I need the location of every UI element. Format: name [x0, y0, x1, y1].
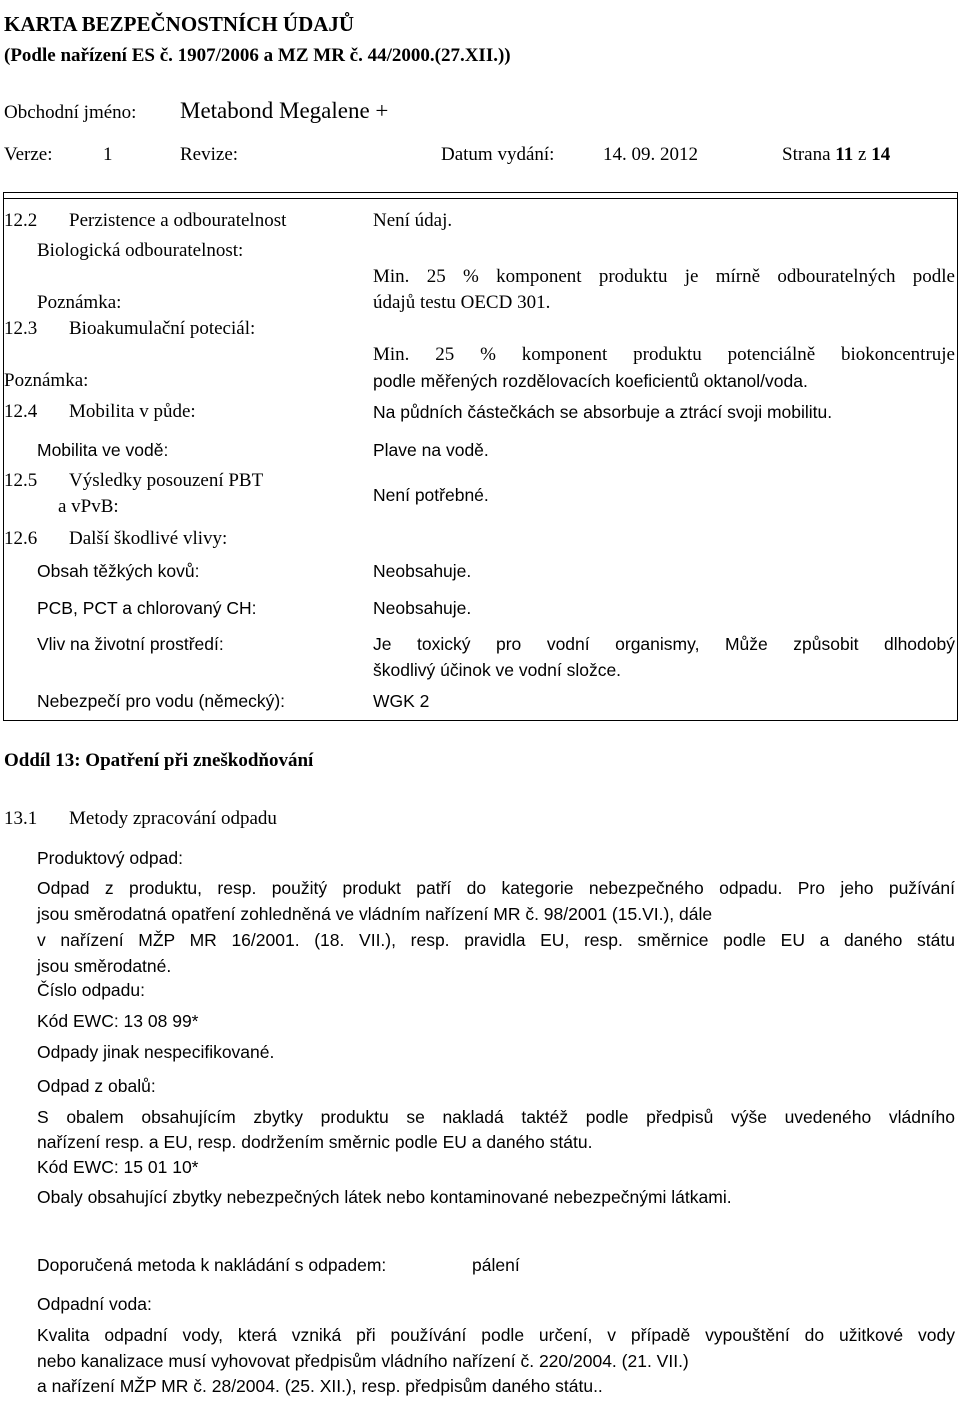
version-label: Verze: — [4, 144, 53, 165]
section-12-2-label: Perzistence a odbouratelnost — [69, 210, 287, 231]
bioaccumulation-note-line2: podle měřených rozdělovacích koeficientů oktanol/voda. — [373, 371, 808, 391]
trade-name-label: Obchodní jméno: — [4, 102, 137, 123]
packaging-waste-label: Odpad z obalů: — [37, 1076, 156, 1096]
recommended-method-label: Doporučená metoda k nakládání s odpadem: — [37, 1255, 387, 1275]
section-13-1-number: 13.1 — [4, 808, 38, 829]
product-waste-line1: Odpad z produktu, resp. použitý produkt patří do kategorie nebezpečného odpadu. Pro jeho pužívání — [37, 878, 955, 898]
regulation-reference: (Podle nařízení ES č. 1907/2006 a MZ MR č. 44/2000.(27.XII.)) — [4, 45, 511, 66]
page-label: Strana — [782, 144, 831, 165]
page-separator: z — [858, 144, 867, 165]
box-right-border — [957, 192, 958, 721]
section-13-1-label: Metody zpracování odpadu — [69, 808, 277, 829]
packaging-waste-line2: nařízení resp. a EU, resp. dodržením směrnic podle EU a daného státu. — [37, 1132, 593, 1152]
section-12-4-label: Mobilita v půde: — [69, 401, 196, 422]
water-mobility-value: Plave na vodě. — [373, 440, 489, 460]
revision-label: Revize: — [180, 144, 239, 165]
product-waste-line4: jsou směrodatné. — [37, 956, 172, 976]
environment-impact-line2: škodlivý účinok ve vodní složce. — [373, 660, 622, 680]
section-12-2-number: 12.2 — [4, 210, 38, 231]
product-waste-label: Produktový odpad: — [37, 848, 183, 868]
section-12-5-label-line1: Výsledky posouzení PBT — [69, 470, 264, 491]
water-mobility-label: Mobilita ve vodě: — [37, 440, 169, 460]
wastewater-label: Odpadní voda: — [37, 1294, 152, 1314]
environment-impact-line1: Je toxický pro vodní organismy, Může způsobit dlhodobý — [373, 634, 955, 654]
section-12-2-value: Není údaj. — [373, 210, 453, 231]
section-12-4-number: 12.4 — [4, 401, 38, 422]
section-12-4-value: Na půdních částečkách se absorbuje a ztrácí svoji mobilitu. — [373, 402, 833, 422]
page-total: 14 — [871, 144, 891, 165]
section-13-heading: Oddíl 13: Opatření při zneškodňování — [4, 750, 314, 771]
pcb-label: PCB, PCT a chlorovaný CH: — [37, 598, 257, 618]
recommended-method-value: pálení — [472, 1255, 520, 1275]
pcb-value: Neobsahuje. — [373, 598, 472, 618]
ewc-description-1: Odpady jinak nespecifikované. — [37, 1042, 275, 1062]
version-value: 1 — [103, 144, 113, 165]
biodegradability-note-line2: údajů testu OECD 301. — [373, 292, 551, 313]
section-12-5-number: 12.5 — [4, 470, 38, 491]
product-waste-line3: v nařízení MŽP MR 16/2001. (18. VII.), resp. pravidla EU, resp. směrnice podle EU a daného státu — [37, 930, 955, 950]
biodegradability-note-line1: Min. 25 % komponent produktu je mírně odbouratelných podle — [373, 266, 955, 287]
wastewater-line1: Kvalita odpadní vody, která vzniká při používání podle určení, v případě vypouštění do užitkové vody — [37, 1325, 955, 1345]
section-12-3-label: Bioakumulační poteciál: — [69, 318, 256, 339]
box-top-border-inner — [3, 198, 958, 199]
ewc-code-2: Kód EWC: 15 01 10* — [37, 1157, 199, 1177]
issue-date-value: 14. 09. 2012 — [603, 144, 698, 165]
heavy-metals-value: Neobsahuje. — [373, 561, 472, 581]
wastewater-line3: a nařízení MŽP MR č. 28/2004. (25. XII.), resp. předpisům daného státu.. — [37, 1376, 603, 1396]
product-waste-line2: jsou směrodatná opatření zohledněná ve vládním nařízení MR č. 98/2001 (15.VI.), dále — [37, 904, 713, 924]
trade-name: Metabond Megalene + — [180, 98, 389, 123]
heavy-metals-label: Obsah těžkých kovů: — [37, 561, 200, 581]
water-hazard-label: Nebezpečí pro vodu (německý): — [37, 691, 286, 711]
ewc-description-2: Obaly obsahující zbytky nebezpečných látek nebo kontaminované nebezpečnými látkami. — [37, 1187, 732, 1207]
waste-number-label: Číslo odpadu: — [37, 980, 145, 1000]
document-title: KARTA BEZPEČNOSTNÍCH ÚDAJŮ — [4, 12, 355, 36]
bioaccumulation-note-label: Poznámka: — [4, 370, 89, 391]
section-12-5-value: Není potřebné. — [373, 485, 489, 505]
section-12-6-number: 12.6 — [4, 528, 38, 549]
issue-date-label: Datum vydání: — [441, 144, 555, 165]
box-left-border — [3, 192, 4, 721]
page-current: 11 — [835, 144, 854, 165]
bioaccumulation-note-line1: Min. 25 % komponent produktu potenciálně biokoncentruje — [373, 344, 955, 365]
section-12-6-label: Další škodlivé vlivy: — [69, 528, 228, 549]
environment-impact-label: Vliv na životní prostředí: — [37, 634, 224, 654]
wastewater-line2: nebo kanalizace musí vyhovovat předpisům vládního nařízení č. 220/2004. (21. VII.) — [37, 1351, 689, 1371]
biodegradability-label: Biologická odbouratelnost: — [37, 240, 244, 261]
page-indicator — [782, 144, 890, 166]
section-12-3-number: 12.3 — [4, 318, 38, 339]
biodegradability-note-label: Poznámka: — [37, 292, 122, 313]
section-12-5-label-line2: a vPvB: — [58, 496, 119, 517]
water-hazard-value: WGK 2 — [373, 691, 430, 711]
box-top-border — [3, 192, 958, 193]
packaging-waste-line1: S obalem obsahujícím zbytky produktu se nakladá taktéž podle předpisů výše uvedeného vládního — [37, 1107, 955, 1127]
ewc-code-1: Kód EWC: 13 08 99* — [37, 1011, 199, 1031]
box-bottom-border — [3, 720, 958, 721]
